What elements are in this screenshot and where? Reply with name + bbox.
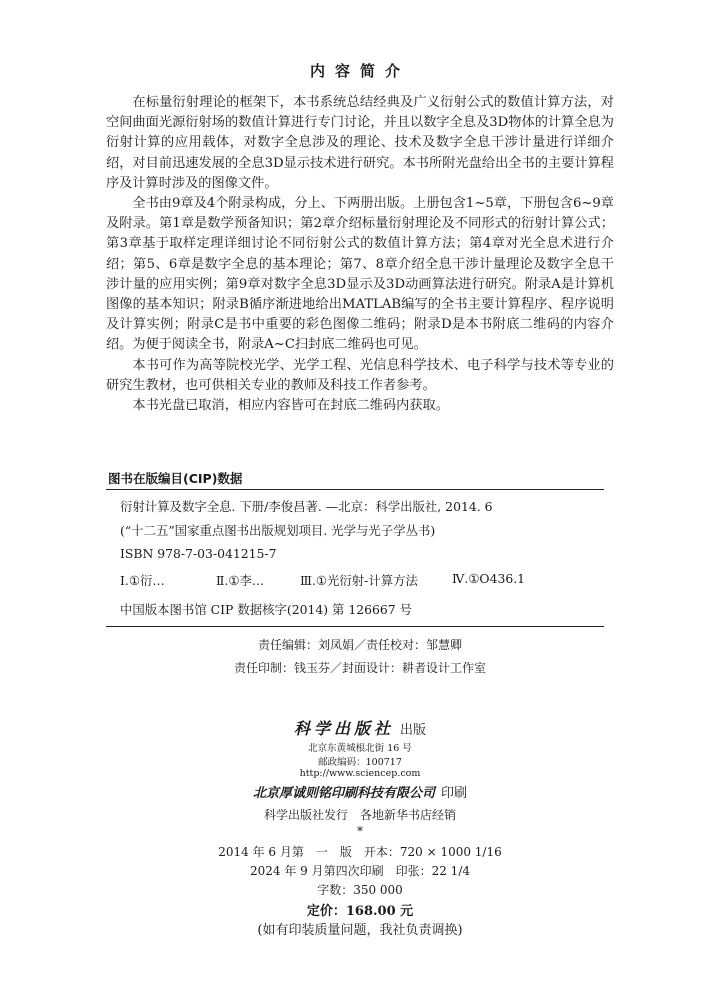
intro-paragraph-4: 本书光盘已取消，相应内容皆可在封底二维码内获取。 bbox=[132, 398, 449, 414]
distribution-line: 科学出版社发行 各地新华书店经销 bbox=[263, 808, 456, 822]
cip-heading: 图书在版编目(CIP)数据 bbox=[108, 471, 243, 486]
cip-isbn: ISBN 978-7-03-041215-7 bbox=[120, 546, 277, 561]
publisher-suffix: 出版 bbox=[400, 723, 427, 738]
intro-paragraph-1: 在标量衍射理论的框架下，本书系统总结经典及广义衍射公式的数值计算方法，对空间曲面光源衍射场的数值计算进行专门讨论，并且以数字全息及3D物体的计算全息为衍射计算的应用载体，对数字全息涉及的理论、技术及数字全息干涉计量进行详细介绍，对目前迅速发展的全息3D显示技术进行研究。本书所附光盘给出全书的主要计算程序及计算时涉及的图像文件。 bbox=[106, 95, 614, 191]
intro-paragraph-3: 本书可作为高等院校光学、光学工程、光信息科学技术、电子科学与技术等专业的研究生教材，也可供相关专业的教师及科技工作者参考。 bbox=[106, 357, 614, 393]
responsibility-line-2: 责任印制：钱玉芬／封面设计：耕者设计工作室 bbox=[233, 661, 486, 675]
separator-asterisk: * bbox=[357, 824, 363, 838]
intro-paragraph-2: 全书由9章及4个附录构成，分上、下两册出版。上册包含1~5章，下册包含6~9章及附录。第1章是数学预备知识；第2章介绍标量衍射理论及不同形式的衍射计算公式；第3章基于取样定理详细讨论不同衍射公式的数值计算方法；第4章对光全息术进行介绍；第5、6章是数字全息的基本理论；第7、8章介绍全息干涉计量理论及数字全息干涉计量的应用实例；第9章对数字全息3D显示及3D动画算法进行研究。附录A是计算机图像的基本知识；附录B循序渐进地给出MATLAB编写的全书主要计算程序、程序说明及计算实例；附录C是书中重要的彩色图像二维码；附录D是本书附底二维码的内容介绍。为便于阅读全书，附录A~C扫封底二维码也可见。 bbox=[106, 196, 614, 353]
cip-series-line: (“十二五”国家重点图书出版规划项目. 光学与光子学丛书) bbox=[120, 523, 436, 538]
publisher-postcode: 邮政编码：100717 bbox=[318, 757, 402, 768]
publisher-line bbox=[0, 716, 720, 739]
printer-name: 北京厚诚则铭印刷科技有限公司 bbox=[252, 786, 435, 801]
intro-body bbox=[106, 93, 614, 416]
cip-class-3: Ⅲ.①光衍射-计算方法 bbox=[300, 573, 418, 588]
cip-bottom-rule bbox=[106, 626, 604, 627]
publisher-url: http://www.sciencep.com bbox=[299, 768, 421, 779]
cip-number: 中国版本图书馆 CIP 数据核字(2014) 第 126667 号 bbox=[120, 602, 412, 617]
cip-title-line: 衍射计算及数字全息. 下册/李俊昌著. —北京：科学出版社, 2014. 6 bbox=[120, 499, 493, 514]
cip-classification bbox=[120, 571, 525, 589]
publisher-name: 科学出版社 bbox=[293, 719, 394, 738]
printing-line: 2024 年 9 月第四次印刷 印张：22 1/4 bbox=[249, 864, 470, 878]
edition-line: 2014 年 6 月第 一 版 开本：720 × 1000 1/16 bbox=[218, 845, 502, 859]
publisher-address: 北京东黄城根北街 16 号 bbox=[308, 743, 412, 754]
responsibility-line-1: 责任编辑：刘凤娟／责任校对：邹慧卿 bbox=[257, 638, 462, 652]
cip-class-4: Ⅳ.①O436.1 bbox=[452, 571, 526, 586]
word-count: 字数：350 000 bbox=[317, 883, 403, 897]
printer-line bbox=[0, 782, 720, 801]
quality-notice: (如有印装质量问题，我社负责调换) bbox=[257, 923, 463, 938]
price: 定价：168.00 元 bbox=[306, 904, 414, 919]
cip-class-1: Ⅰ.①衍… bbox=[120, 573, 165, 588]
cip-class-2: Ⅱ.①李… bbox=[216, 573, 265, 588]
printer-suffix: 印刷 bbox=[441, 786, 468, 801]
cip-top-rule bbox=[106, 489, 604, 490]
intro-title: 内容简介 bbox=[309, 62, 410, 80]
